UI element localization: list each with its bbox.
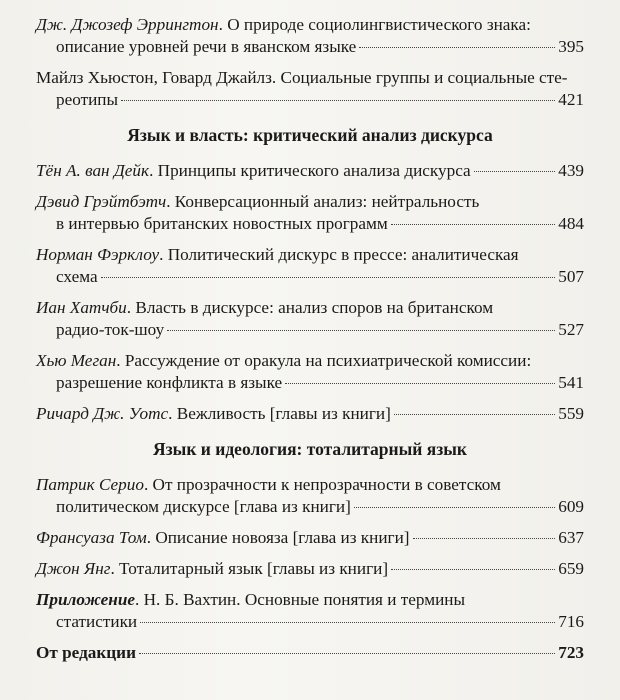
page-number: 541 (558, 373, 584, 392)
entry-author: Дэвид Грэйтбэтч (36, 192, 167, 211)
page-number: 659 (558, 559, 584, 578)
entry-title: Майлз Хьюстон, Говард Джайлз. Социальные группы и социальные сте- (36, 68, 568, 87)
page-number: 609 (558, 497, 584, 516)
entry-author: Ричард Дж. Уотс (36, 404, 169, 423)
page-number: 395 (558, 37, 584, 56)
entry-author: Джон Янг (36, 559, 111, 578)
entry-author: Патрик Серио (36, 475, 144, 494)
entry-title: Описание новояза [глава из книги] (155, 528, 410, 547)
entry-author: Норман Фэрклоу (36, 245, 160, 264)
entry-title: От прозрачности к непрозрачности в советском (152, 475, 501, 494)
leader-dots (285, 383, 555, 384)
page-number: 507 (558, 267, 584, 286)
toc-entry-fairclough: Норман Фэрклоу. Политический дискурс в прессе: аналитическая схема 507 (36, 245, 584, 286)
entry-author: Приложение (36, 590, 136, 609)
entry-title-cont: статистики (56, 612, 138, 631)
page-number: 439 (558, 161, 584, 180)
leader-dots (391, 569, 555, 570)
toc-entry-young: Джон Янг. Тоталитарный язык [главы из книги] 659 (36, 559, 584, 578)
entry-title-cont: в интервью британских новостных программ (56, 214, 388, 233)
toc-entry-thom: Франсуаза Том. Описание новояза [глава из книги] 637 (36, 528, 584, 547)
leader-dots (121, 100, 555, 101)
entry-title: Конверсационный анализ: нейтральность (174, 192, 480, 211)
entry-author: Иан Хатчби (36, 298, 127, 317)
page-number: 527 (558, 320, 584, 339)
section-heading-power: Язык и власть: критический анализ дискурса (127, 125, 493, 145)
entry-title: Рассуждение от оракула на психиатрической комиссии: (124, 351, 532, 370)
entry-title-cont: описание уровней речи в яванском языке (56, 37, 357, 56)
entry-title: Политический дискурс в прессе: аналитическая (167, 245, 519, 264)
page-number: 723 (558, 643, 584, 662)
entry-title: Власть в дискурсе: анализ споров на британском (135, 298, 494, 317)
leader-dots (391, 224, 555, 225)
entry-author: Хью Меган (36, 351, 117, 370)
leader-dots (139, 653, 555, 654)
leader-dots (354, 507, 555, 508)
leader-dots (140, 622, 555, 623)
leader-dots (394, 414, 555, 415)
entry-title-cont: схема (56, 267, 98, 286)
toc-entry-editorial (36, 642, 584, 664)
entry-title-cont: реотипы (56, 90, 119, 109)
toc-entry-greatbatch: Дэвид Грэйтбэтч. Конверсационный анализ: нейтральность в интервью британских новостных программ 484 (36, 192, 584, 233)
entry-author: Дж. Джозеф Эррингтон (36, 15, 219, 34)
leader-dots (474, 171, 556, 172)
entry-title: Вежливость [главы из книги] (176, 404, 391, 423)
page-number: 421 (558, 90, 584, 109)
toc-entry-vandijk: Тён А. ван Дейк. Принципы критического анализа дискурса 439 (36, 161, 584, 180)
entry-title: Тоталитарный язык [главы из книги] (119, 559, 389, 578)
entry-title: О природе социолингвистического знака: (227, 15, 531, 34)
page-number: 559 (558, 404, 584, 423)
entry-title-cont: разрешение конфликта в языке (56, 373, 283, 392)
entry-title: Принципы критического анализа дискурса (157, 161, 471, 180)
toc-entry-seriot: Патрик Серио. От прозрачности к непрозрачности в советском политическом дискурсе [глава из книги] 609 (36, 475, 584, 516)
page-number: 484 (558, 214, 584, 233)
toc-entry-mehan: Хью Меган. Рассуждение от оракула на психиатрической комиссии: разрешение конфликта в языке 541 (36, 351, 584, 392)
leader-dots (167, 330, 555, 331)
toc-entry-hewstone (36, 67, 584, 111)
toc-entry-hutchby: Иан Хатчби. Власть в дискурсе: анализ споров на британском радио-ток-шоу 527 (36, 298, 584, 339)
section-heading-ideology: Язык и идеология: тоталитарный язык (153, 439, 467, 459)
entry-title-cont: политическом дискурсе [глава из книги] (56, 497, 351, 516)
leader-dots (413, 538, 556, 539)
entry-title: Н. Б. Вахтин. Основные понятия и термины (143, 590, 466, 609)
leader-dots (359, 47, 555, 48)
toc-entry-errington: Дж. Джозеф Эррингтон. О природе социолингвистического знака: описание уровней речи в яванском языке 395 (36, 15, 584, 56)
entry-title: От редакции (36, 643, 136, 662)
page-number: 716 (558, 612, 584, 631)
entry-author: Тён А. ван Дейк (36, 161, 150, 180)
toc-entry-watts: Ричард Дж. Уотс. Вежливость [главы из книги] 559 (36, 404, 584, 423)
leader-dots (101, 277, 556, 278)
entry-author: Франсуаза Том (36, 528, 147, 547)
page-number: 637 (558, 528, 584, 547)
toc-entry-appendix: Приложение. Н. Б. Вахтин. Основные понятия и термины статистики 716 (36, 590, 584, 631)
entry-title-cont: радио-ток-шоу (56, 320, 165, 339)
